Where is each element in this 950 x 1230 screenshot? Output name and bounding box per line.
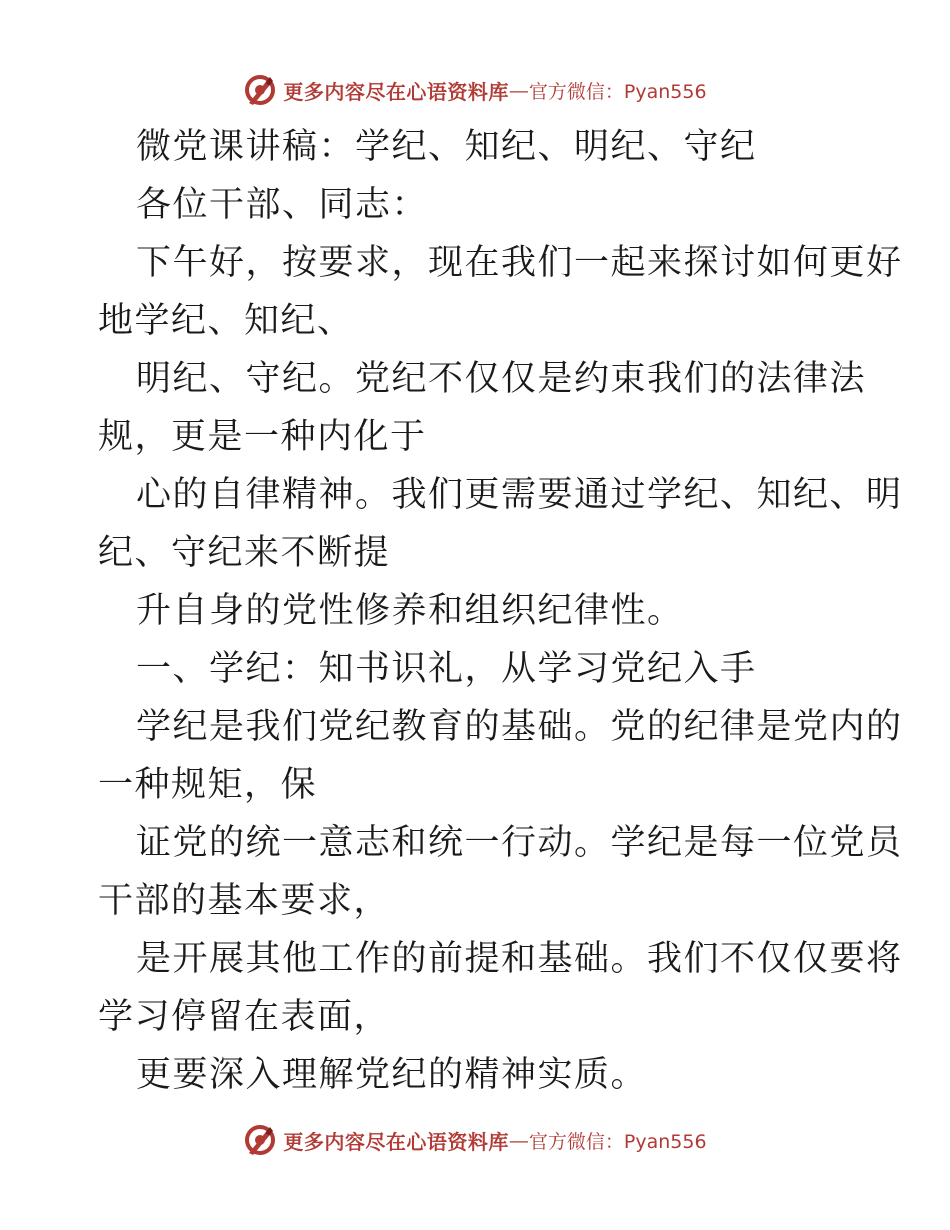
document-title: 微党课讲稿：学纪、知纪、明纪、守纪 [136,127,757,167]
watermark-dash: — [508,1128,529,1152]
text-line: 证党的统一意志和统一行动。学纪是每一位党员 [136,823,903,863]
text-line: 干部的基本要求， [98,881,391,921]
pen-logo-icon [243,1123,277,1157]
watermark-text: 更多内容尽在心语资料库 [283,79,509,104]
salutation: 各位干部、同志： [136,185,429,225]
text-line: 一种规矩，保 [98,765,318,805]
watermark-banner-bottom [0,1118,950,1162]
text-line: 学习停留在表面， [98,997,391,1037]
text-line: 明纪、守纪。党纪不仅仅是约束我们的法律法 [136,359,867,399]
text-line: 是开展其他工作的前提和基础。我们不仅仅要将 [136,939,903,979]
text-line: 升自身的党性修养和组织纪律性。 [136,591,684,631]
text-line: 心的自律精神。我们更需要通过学纪、知纪、明 [136,475,903,515]
text-line: 规，更是一种内化于 [98,417,427,457]
text-line: 下午好，按要求，现在我们一起来探讨如何更好 [136,243,903,283]
pen-logo-icon [243,73,277,107]
watermark-text: 更多内容尽在心语资料库 [283,1129,509,1154]
watermark-wechat: 官方微信：Pyan556 [528,1130,707,1153]
watermark-dash: — [508,78,529,102]
watermark-banner-top [0,68,950,112]
text-line: 更要深入理解党纪的精神实质。 [136,1055,648,1095]
section-heading: 一、学纪：知书识礼，从学习党纪入手 [136,649,757,689]
watermark-wechat: 官方微信：Pyan556 [528,80,707,103]
text-line: 纪、守纪来不断提 [98,533,391,573]
text-line: 地学纪、知纪、 [98,301,354,341]
text-line: 学纪是我们党纪教育的基础。党的纪律是党内的 [136,707,903,747]
